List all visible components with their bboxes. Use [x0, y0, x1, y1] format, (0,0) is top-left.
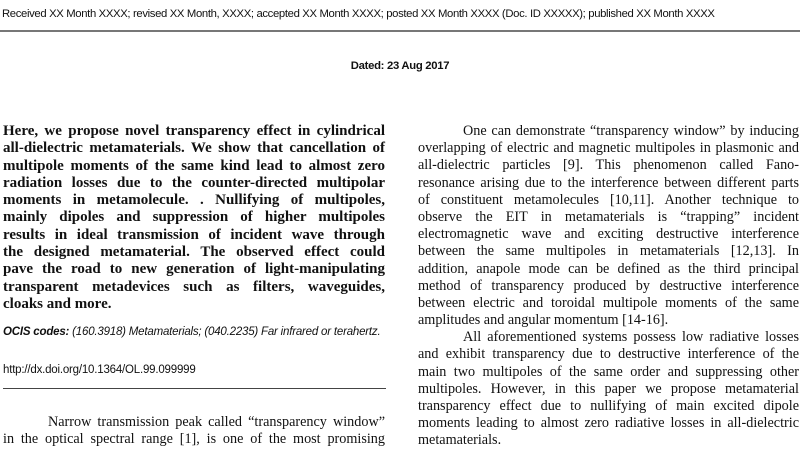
text-line: in the optical spectral range [1], is one of the most promising — [3, 431, 385, 448]
text-line: all-dielectric metamaterials. We show that cancellation of — [3, 140, 385, 157]
ocis-codes — [3, 324, 385, 341]
introduction-text — [3, 414, 385, 448]
doi-link[interactable]: http://dx.doi.org/10.1364/OL.99.099999 — [3, 364, 196, 376]
text-line: Here, we propose novel transparency effect in cylindrical — [3, 123, 385, 139]
text-line: between the same multipoles in metamaterials [12,13]. In — [418, 243, 799, 260]
ocis-text: (160.3918) Metamaterials; (040.2235) Far infrared or terahertz. — [69, 326, 381, 338]
publication-history: Received XX Month XXXX; revised XX Month, XXXX; accepted XX Month XXXX; posted XX Month XXXX (Doc. ID XXXXX); published XX Month XXXX — [2, 8, 715, 20]
text-line: electromagnetic wave and exciting destructive interference — [418, 226, 799, 243]
text-line: transparent metadevices such as filters, waveguides, — [3, 278, 385, 295]
text-line: resonance arising due to the interference between different parts — [418, 174, 799, 191]
right-column-text — [418, 123, 799, 450]
dated-line: Dated: 23 Aug 2017 — [350, 60, 450, 72]
text-line: addition, anapole mode can be defined as the third principal — [418, 260, 799, 277]
text-line: All aforementioned systems possess low radiative losses — [463, 329, 799, 346]
text-line: amplitudes and angular momentum [14-16]. — [418, 312, 669, 329]
text-line: Narrow transmission peak called “transparency window” — [48, 414, 385, 430]
text-line: multipole moments of the same kind lead to almost zero — [3, 157, 385, 174]
text-line: between electric and toroidal multipole moments of the same — [418, 294, 799, 311]
text-line: pave the road to new generation of light-manipulating — [3, 261, 385, 278]
abstract — [3, 123, 385, 313]
abstract-divider — [3, 388, 386, 389]
text-line: cloaks and more. — [3, 295, 112, 312]
text-line: mainly dipoles and suppression of higher multipoles — [3, 209, 385, 226]
text-line: radiation losses due to the counter-directed multipolar — [3, 174, 385, 191]
text-line: multipoles. However, in this paper we propose metamaterial — [418, 380, 799, 397]
text-line: all-dielectric particles [9]. This phenomenon called Fano- — [418, 157, 799, 174]
text-line: observe the EIT in metamaterials is “trapping” incident — [418, 208, 799, 225]
text-line: transparency effect due to nullifying of main excited dipole — [418, 398, 799, 414]
text-line: One can demonstrate “transparency window” by inducing — [463, 123, 799, 139]
text-line: results in ideal transmission of incident wave through — [3, 226, 385, 243]
text-line: main two multipoles of the same order and suppressing other — [418, 363, 799, 380]
text-line: metamaterials. — [418, 432, 502, 449]
header-divider — [0, 30, 800, 32]
text-line: overlapping of electric and magnetic multipoles in plasmonic and — [418, 140, 799, 157]
ocis-label: OCIS codes: — [3, 326, 70, 338]
text-line: method of transparency produced by destructive interference — [418, 277, 799, 294]
text-line: the designed metamaterial. The observed effect could — [3, 244, 385, 261]
text-line: moments in metamolecule. . Nullifying of multipoles, — [3, 192, 385, 209]
text-line: moments leading to almost zero radiative losses in all-dielectric — [418, 415, 799, 432]
text-line: and exhibit transparency due to destructive interference of the — [418, 346, 799, 363]
text-line: of constituent metamolecules [10,11]. Another technique to — [418, 191, 799, 208]
